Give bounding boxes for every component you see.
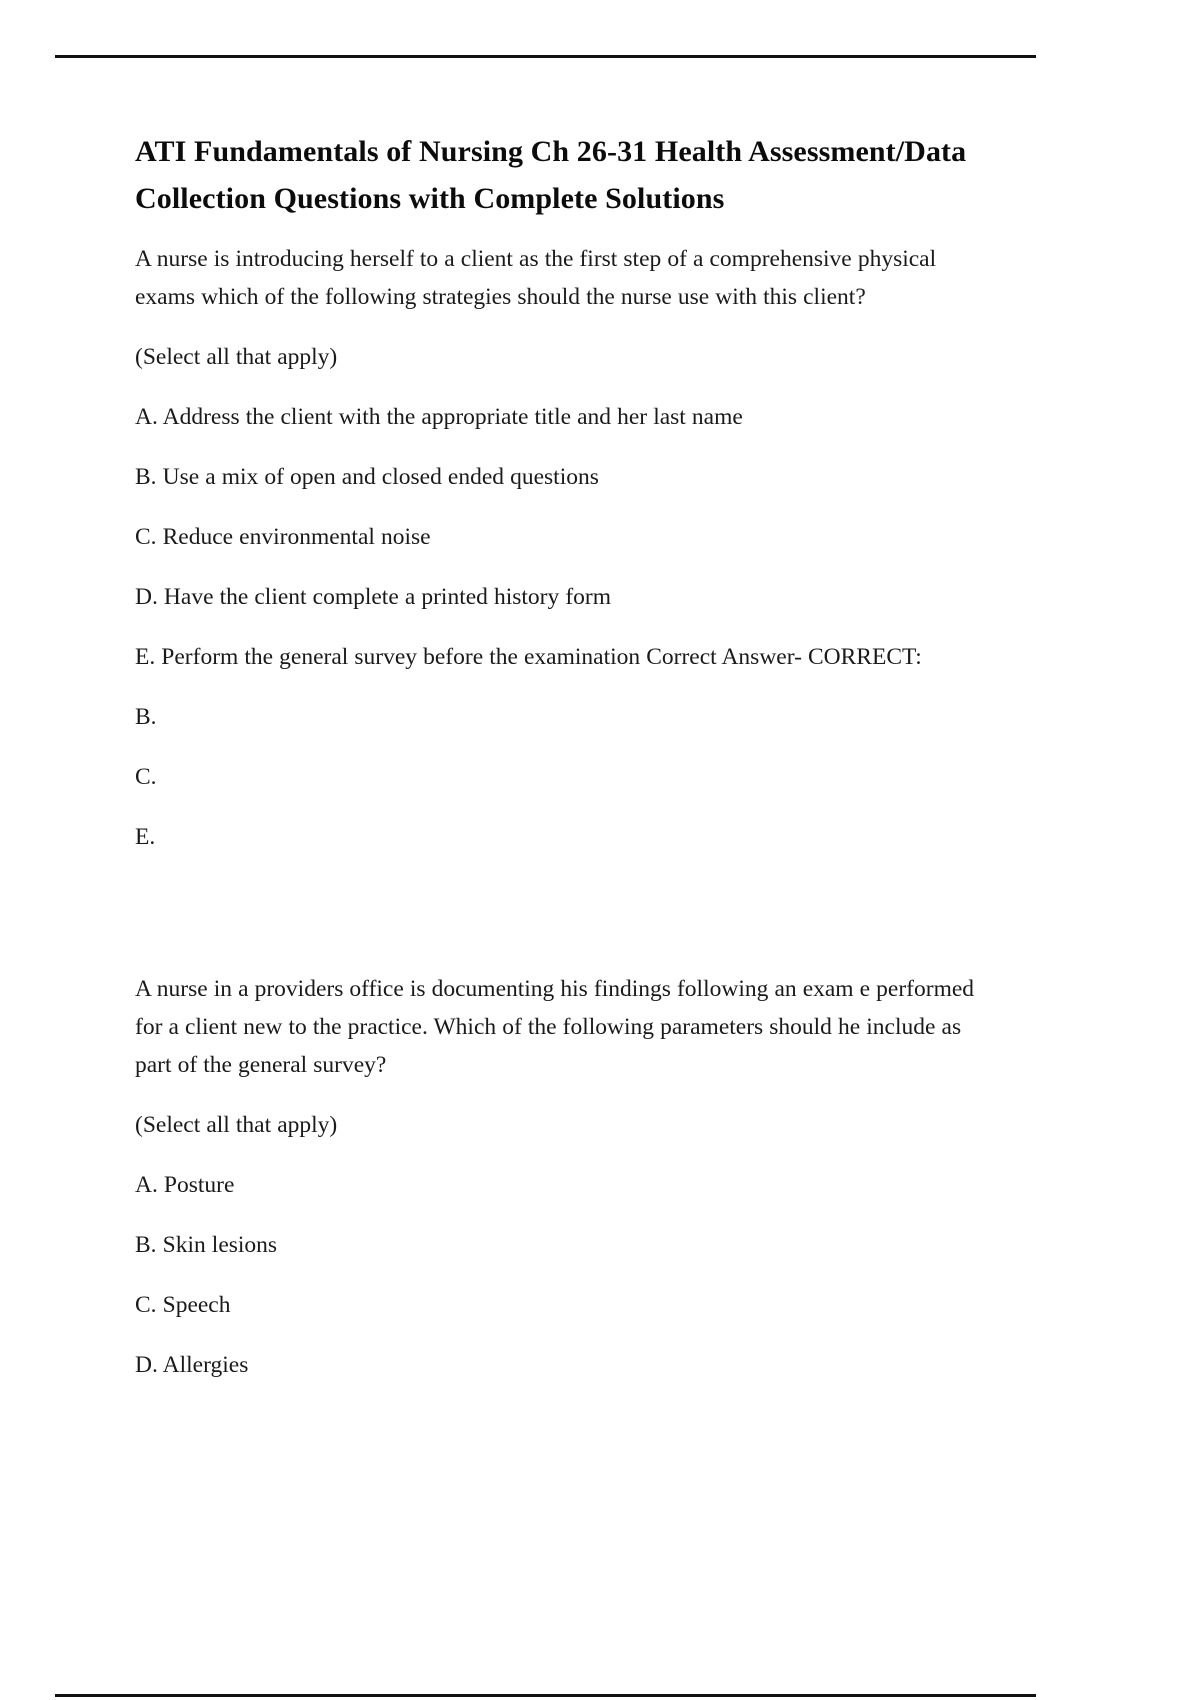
page-title: ATI Fundamentals of Nursing Ch 26-31 Health Assessment/Data Collection Questions with Complete Solutions (135, 135, 967, 215)
question-1-option-b: B. Use a mix of open and closed ended questions (135, 464, 599, 490)
question-2-stem: A nurse in a providers office is documenting his findings following an exam e performed for a client new to the practice. Which of the following parameters should he include as part of the general survey? (135, 976, 975, 1078)
page-bottom-rule (55, 1694, 1036, 1697)
question-2-option-a: A. Posture (135, 1172, 235, 1198)
question-1-option-a: A. Address the client with the appropriate title and her last name (135, 404, 743, 430)
question-1-answer-b: B. (135, 704, 157, 730)
question-2-option-b: B. Skin lesions (135, 1232, 278, 1258)
question-1-answer-e: E. (135, 824, 156, 850)
question-1-answer-c: C. (135, 764, 157, 790)
question-2-option-d: D. Allergies (135, 1352, 249, 1378)
question-1-option-c: C. Reduce environmental noise (135, 524, 431, 550)
question-2-option-c: C. Speech (135, 1292, 231, 1318)
question-1-instruction: (Select all that apply) (135, 344, 338, 370)
question-1-option-d: D. Have the client complete a printed history form (135, 584, 612, 610)
question-2-instruction: (Select all that apply) (135, 1112, 338, 1138)
question-1-option-e: E. Perform the general survey before the examination Correct Answer- CORRECT: (135, 644, 922, 670)
question-block-separator (135, 878, 993, 970)
question-1-stem: A nurse is introducing herself to a client as the first step of a comprehensive physical exams which of the following strategies should the nurse use with this client? (135, 246, 937, 310)
question-1-block (135, 240, 993, 856)
document-content (135, 128, 993, 1384)
question-2-block (135, 970, 993, 1384)
page-top-rule (55, 55, 1036, 58)
